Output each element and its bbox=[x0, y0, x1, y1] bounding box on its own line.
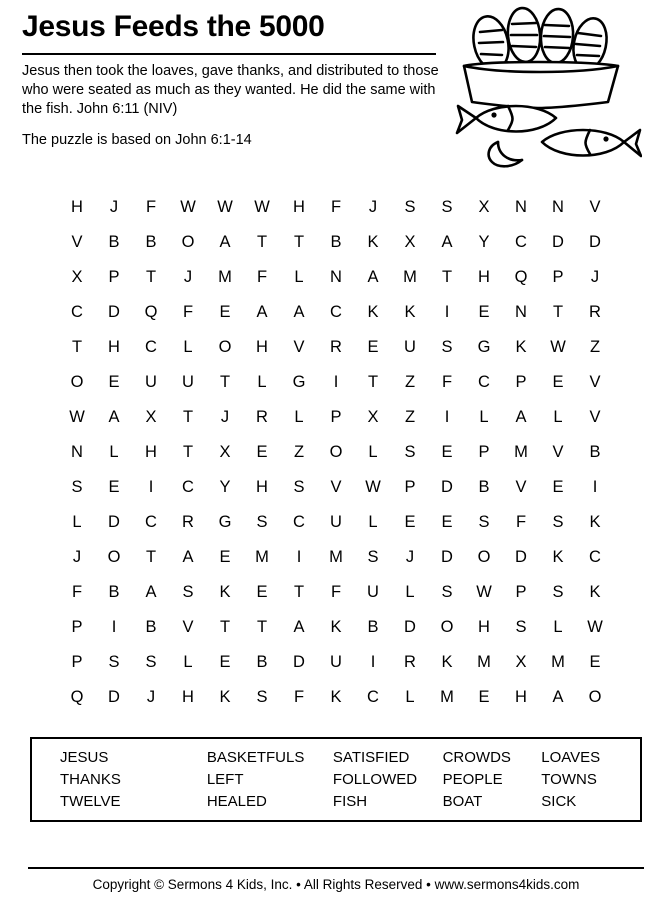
word-item[interactable]: PEOPLE bbox=[442, 770, 503, 788]
grid-cell[interactable]: S bbox=[367, 548, 379, 567]
grid-cell[interactable]: X bbox=[515, 653, 527, 672]
grid-cell[interactable]: K bbox=[367, 303, 379, 322]
grid-cell[interactable]: S bbox=[293, 478, 305, 497]
grid-cell[interactable]: N bbox=[552, 198, 564, 217]
grid-cell[interactable]: W bbox=[69, 408, 85, 427]
word-item[interactable]: TWELVE bbox=[60, 792, 121, 810]
grid-cell[interactable]: G bbox=[292, 373, 306, 392]
grid-cell[interactable]: E bbox=[256, 583, 268, 602]
grid-row bbox=[59, 505, 614, 540]
word-item[interactable]: SATISFIED bbox=[332, 749, 410, 767]
copyright-text: Copyright © Sermons 4 Kids, Inc. • All Rights Reserved • www.sermons4kids.com bbox=[92, 877, 580, 892]
grid-cell[interactable]: D bbox=[404, 618, 416, 637]
grid-cell[interactable]: E bbox=[478, 688, 490, 707]
grid-cell[interactable]: D bbox=[108, 303, 120, 322]
grid-cell[interactable]: S bbox=[552, 583, 564, 602]
grid-cell[interactable]: T bbox=[71, 338, 83, 357]
grid-cell[interactable]: F bbox=[71, 583, 83, 602]
grid-cell[interactable]: C bbox=[367, 688, 379, 707]
grid-cell[interactable]: D bbox=[589, 233, 601, 252]
grid-cell[interactable]: A bbox=[367, 268, 379, 287]
grid-cell[interactable]: H bbox=[108, 338, 120, 357]
grid-cell[interactable]: W bbox=[550, 338, 566, 357]
grid-cell[interactable]: B bbox=[256, 653, 268, 672]
grid-cell[interactable]: H bbox=[256, 478, 268, 497]
puzzle-basis: The puzzle is based on John 6:1-14 bbox=[22, 132, 252, 149]
grid-cell[interactable]: S bbox=[256, 513, 268, 532]
grid-cell[interactable]: Z bbox=[589, 338, 601, 357]
word-item[interactable]: SICK bbox=[541, 792, 577, 810]
word-item[interactable]: LOAVES bbox=[541, 749, 601, 767]
grid-cell[interactable]: A bbox=[515, 408, 527, 427]
word-item[interactable]: TOWNS bbox=[541, 770, 597, 788]
grid-cell[interactable]: T bbox=[293, 583, 305, 602]
grid-cell[interactable]: E bbox=[219, 303, 231, 322]
grid-cell[interactable]: O bbox=[329, 443, 343, 462]
grid-cell[interactable]: T bbox=[182, 408, 194, 427]
grid-cell[interactable]: V bbox=[552, 443, 564, 462]
word-item[interactable]: FISH bbox=[332, 792, 368, 810]
grid-cell[interactable]: S bbox=[256, 688, 268, 707]
grid-cell[interactable]: M bbox=[403, 268, 417, 287]
grid-cell[interactable]: C bbox=[478, 373, 490, 392]
grid-cell[interactable]: A bbox=[293, 303, 305, 322]
grid-cell[interactable]: A bbox=[219, 233, 231, 252]
grid-cell[interactable]: E bbox=[108, 373, 120, 392]
grid-cell[interactable]: Z bbox=[404, 408, 416, 427]
grid-cell[interactable]: X bbox=[367, 408, 379, 427]
grid-cell[interactable]: K bbox=[219, 688, 231, 707]
grid-cell[interactable]: S bbox=[441, 338, 453, 357]
grid-cell[interactable]: D bbox=[108, 688, 120, 707]
grid-cell[interactable]: P bbox=[108, 268, 120, 287]
grid-cell[interactable]: E bbox=[478, 303, 490, 322]
word-item[interactable]: FOLLOWED bbox=[332, 770, 418, 788]
grid-cell[interactable]: I bbox=[370, 653, 376, 672]
grid-cell[interactable]: J bbox=[590, 268, 600, 287]
grid-cell[interactable]: N bbox=[515, 303, 527, 322]
grid-cell[interactable]: L bbox=[294, 268, 304, 287]
grid-cell[interactable]: C bbox=[330, 303, 342, 322]
grid-cell[interactable]: J bbox=[183, 268, 193, 287]
grid-row bbox=[59, 610, 614, 645]
grid-cell[interactable]: E bbox=[256, 443, 268, 462]
grid-cell[interactable]: E bbox=[404, 513, 416, 532]
grid-cell[interactable]: L bbox=[553, 618, 563, 637]
grid-cell[interactable]: A bbox=[441, 233, 453, 252]
grid-cell[interactable]: C bbox=[145, 513, 157, 532]
loaves-and-fishes-icon bbox=[442, 2, 642, 187]
grid-cell[interactable]: S bbox=[145, 653, 157, 672]
word-list-box bbox=[30, 737, 642, 822]
grid-cell[interactable]: R bbox=[589, 303, 601, 322]
grid-cell[interactable]: H bbox=[478, 268, 490, 287]
grid-cell[interactable]: Z bbox=[293, 443, 305, 462]
grid-cell[interactable]: O bbox=[181, 233, 195, 252]
grid-cell[interactable]: M bbox=[514, 443, 528, 462]
grid-cell[interactable]: A bbox=[552, 688, 564, 707]
grid-cell[interactable]: N bbox=[71, 443, 83, 462]
grid-cell[interactable]: S bbox=[108, 653, 120, 672]
grid-cell[interactable]: B bbox=[145, 233, 157, 252]
word-item[interactable]: BOAT bbox=[442, 792, 483, 810]
word-list-table bbox=[32, 747, 640, 812]
grid-cell[interactable]: P bbox=[71, 653, 83, 672]
grid-cell[interactable]: O bbox=[477, 548, 491, 567]
grid-cell[interactable]: K bbox=[404, 303, 416, 322]
grid-cell[interactable]: W bbox=[365, 478, 381, 497]
grid-cell[interactable]: K bbox=[589, 583, 601, 602]
grid-cell[interactable]: I bbox=[296, 548, 302, 567]
grid-cell[interactable]: D bbox=[515, 548, 527, 567]
grid-cell[interactable]: T bbox=[367, 373, 379, 392]
grid-cell[interactable]: L bbox=[109, 443, 119, 462]
grid-row bbox=[59, 295, 614, 330]
grid-body bbox=[59, 190, 614, 715]
grid-cell[interactable]: S bbox=[441, 583, 453, 602]
grid-cell[interactable]: A bbox=[293, 618, 305, 637]
grid-cell[interactable]: C bbox=[515, 233, 527, 252]
grid-cell[interactable]: R bbox=[404, 653, 416, 672]
scripture-verse: Jesus then took the loaves, gave thanks, and distributed to those who were seated as much as they wanted. He did the same with the fish. John 6:11 (NIV) bbox=[22, 63, 439, 118]
grid-cell[interactable]: P bbox=[515, 373, 527, 392]
grid-cell[interactable]: O bbox=[588, 688, 602, 707]
grid-cell[interactable]: H bbox=[182, 688, 194, 707]
word-item[interactable]: THANKS bbox=[60, 770, 121, 788]
grid-cell[interactable]: T bbox=[145, 268, 157, 287]
grid-cell[interactable]: K bbox=[552, 548, 564, 567]
grid-cell[interactable]: K bbox=[330, 688, 342, 707]
grid-cell[interactable]: U bbox=[182, 373, 194, 392]
grid-cell[interactable]: L bbox=[368, 443, 378, 462]
grid-row bbox=[59, 575, 614, 610]
grid-cell[interactable]: J bbox=[72, 548, 82, 567]
grid-cell[interactable]: E bbox=[367, 338, 379, 357]
grid-cell[interactable]: R bbox=[256, 408, 268, 427]
grid-cell[interactable]: T bbox=[441, 268, 453, 287]
grid-cell[interactable]: X bbox=[71, 268, 83, 287]
grid-cell[interactable]: U bbox=[330, 653, 342, 672]
grid-row bbox=[59, 400, 614, 435]
grid-cell[interactable]: C bbox=[589, 548, 601, 567]
word-list-body bbox=[32, 747, 640, 812]
grid-cell[interactable]: T bbox=[145, 548, 157, 567]
grid-cell[interactable]: P bbox=[71, 618, 83, 637]
grid-cell[interactable]: F bbox=[330, 583, 342, 602]
grid-cell[interactable]: F bbox=[182, 303, 194, 322]
grid-cell[interactable]: B bbox=[145, 618, 157, 637]
grid-cell[interactable]: Q bbox=[70, 688, 84, 707]
grid-cell[interactable]: M bbox=[477, 653, 491, 672]
grid-cell[interactable]: A bbox=[182, 548, 194, 567]
grid-cell[interactable]: V bbox=[182, 618, 194, 637]
grid-cell[interactable]: J bbox=[109, 198, 119, 217]
grid-cell[interactable]: H bbox=[293, 198, 305, 217]
grid-cell[interactable]: B bbox=[108, 583, 120, 602]
grid-cell[interactable]: U bbox=[404, 338, 416, 357]
grid-cell[interactable]: F bbox=[515, 513, 527, 532]
grid-cell[interactable]: M bbox=[218, 268, 232, 287]
grid-cell[interactable]: L bbox=[405, 583, 415, 602]
grid-cell[interactable]: U bbox=[145, 373, 157, 392]
grid-cell[interactable]: O bbox=[70, 373, 84, 392]
grid-cell[interactable]: Q bbox=[144, 303, 158, 322]
grid-cell[interactable]: C bbox=[182, 478, 194, 497]
grid-cell[interactable]: I bbox=[444, 408, 450, 427]
grid-cell[interactable]: S bbox=[552, 513, 564, 532]
grid-row bbox=[59, 225, 614, 260]
grid-cell[interactable]: E bbox=[219, 653, 231, 672]
footer-divider bbox=[28, 867, 644, 869]
grid-cell[interactable]: T bbox=[219, 373, 231, 392]
grid-cell[interactable]: K bbox=[330, 618, 342, 637]
grid-cell[interactable]: L bbox=[405, 688, 415, 707]
grid-cell[interactable]: U bbox=[330, 513, 342, 532]
grid-cell[interactable]: P bbox=[515, 583, 527, 602]
word-item[interactable]: HEALED bbox=[206, 792, 267, 810]
grid-cell[interactable]: D bbox=[293, 653, 305, 672]
grid-cell[interactable]: M bbox=[440, 688, 454, 707]
grid-cell[interactable]: S bbox=[404, 198, 416, 217]
grid-cell[interactable]: F bbox=[256, 268, 268, 287]
grid-cell[interactable]: U bbox=[367, 583, 379, 602]
grid-cell[interactable]: V bbox=[293, 338, 305, 357]
grid-cell[interactable]: N bbox=[330, 268, 342, 287]
grid-cell[interactable]: D bbox=[108, 513, 120, 532]
grid-cell[interactable]: A bbox=[145, 583, 157, 602]
grid-cell[interactable]: Y bbox=[478, 233, 490, 252]
grid-cell[interactable]: I bbox=[111, 618, 117, 637]
grid-cell[interactable]: K bbox=[219, 583, 231, 602]
grid-cell[interactable]: H bbox=[71, 198, 83, 217]
grid-cell[interactable]: V bbox=[515, 478, 527, 497]
grid-cell[interactable]: H bbox=[256, 338, 268, 357]
grid-cell[interactable]: S bbox=[441, 198, 453, 217]
grid-cell[interactable]: P bbox=[552, 268, 564, 287]
grid-cell[interactable]: I bbox=[444, 303, 450, 322]
grid-cell[interactable]: W bbox=[254, 198, 270, 217]
grid-cell[interactable]: P bbox=[478, 443, 490, 462]
grid-cell[interactable]: N bbox=[515, 198, 527, 217]
grid-cell[interactable]: F bbox=[145, 198, 157, 217]
word-item[interactable]: CROWDS bbox=[442, 749, 511, 767]
grid-cell[interactable]: B bbox=[108, 233, 120, 252]
grid-cell[interactable]: L bbox=[479, 408, 489, 427]
word-list-row bbox=[32, 791, 640, 813]
grid-cell[interactable]: O bbox=[218, 338, 232, 357]
grid-cell[interactable]: W bbox=[587, 618, 603, 637]
grid-cell[interactable]: P bbox=[330, 408, 342, 427]
grid-cell[interactable]: E bbox=[219, 548, 231, 567]
grid-cell[interactable]: V bbox=[589, 373, 601, 392]
grid-cell[interactable]: B bbox=[330, 233, 342, 252]
grid-cell[interactable]: X bbox=[145, 408, 157, 427]
grid-cell[interactable]: D bbox=[441, 548, 453, 567]
grid-cell[interactable]: E bbox=[589, 653, 601, 672]
grid-cell[interactable]: F bbox=[441, 373, 453, 392]
grid-cell[interactable]: Z bbox=[404, 373, 416, 392]
grid-cell[interactable]: B bbox=[589, 443, 601, 462]
grid-cell[interactable]: I bbox=[592, 478, 598, 497]
grid-cell[interactable]: S bbox=[404, 443, 416, 462]
grid-cell[interactable]: J bbox=[146, 688, 156, 707]
grid-cell[interactable]: L bbox=[294, 408, 304, 427]
grid-cell[interactable]: Q bbox=[514, 268, 528, 287]
grid-cell[interactable]: S bbox=[71, 478, 83, 497]
grid-cell[interactable]: S bbox=[478, 513, 490, 532]
grid-cell[interactable]: I bbox=[148, 478, 154, 497]
grid-cell[interactable]: M bbox=[551, 653, 565, 672]
word-list-row bbox=[32, 747, 640, 769]
grid-cell[interactable]: H bbox=[145, 443, 157, 462]
grid-cell[interactable]: B bbox=[478, 478, 490, 497]
grid-cell[interactable]: X bbox=[404, 233, 416, 252]
word-item[interactable]: JESUS bbox=[60, 749, 109, 767]
grid-row bbox=[59, 680, 614, 715]
grid-cell[interactable]: V bbox=[589, 408, 601, 427]
grid-cell[interactable]: G bbox=[218, 513, 232, 532]
grid-cell[interactable]: M bbox=[329, 548, 343, 567]
grid-cell[interactable]: V bbox=[71, 233, 83, 252]
grid-cell[interactable]: O bbox=[107, 548, 121, 567]
grid-cell[interactable]: S bbox=[182, 583, 194, 602]
grid-cell[interactable]: M bbox=[255, 548, 269, 567]
grid-cell[interactable]: J bbox=[405, 548, 415, 567]
grid-cell[interactable]: T bbox=[256, 618, 268, 637]
page-footer bbox=[22, 867, 650, 892]
grid-cell[interactable]: T bbox=[256, 233, 268, 252]
word-search-grid bbox=[59, 190, 614, 715]
grid-cell[interactable]: W bbox=[217, 198, 233, 217]
grid-cell[interactable]: K bbox=[367, 233, 379, 252]
grid-cell[interactable]: C bbox=[145, 338, 157, 357]
grid-cell[interactable]: A bbox=[108, 408, 120, 427]
grid-cell[interactable]: J bbox=[220, 408, 230, 427]
grid-cell[interactable]: L bbox=[72, 513, 82, 532]
page-header bbox=[22, 0, 650, 150]
grid-cell[interactable]: A bbox=[256, 303, 268, 322]
grid-cell[interactable]: V bbox=[330, 478, 342, 497]
grid-cell[interactable]: J bbox=[368, 198, 378, 217]
grid-row bbox=[59, 470, 614, 505]
word-item[interactable]: BASKETFULS bbox=[206, 749, 305, 767]
grid-row bbox=[59, 260, 614, 295]
grid-cell[interactable]: E bbox=[552, 373, 564, 392]
page-title: Jesus Feeds the 5000 bbox=[22, 10, 325, 43]
grid-cell[interactable]: Y bbox=[219, 478, 231, 497]
grid-cell[interactable]: T bbox=[182, 443, 194, 462]
grid-cell[interactable]: R bbox=[330, 338, 342, 357]
grid-cell[interactable]: L bbox=[183, 653, 193, 672]
grid-cell[interactable]: L bbox=[257, 373, 267, 392]
grid-cell[interactable]: E bbox=[552, 478, 564, 497]
grid-row bbox=[59, 540, 614, 575]
grid-cell[interactable]: W bbox=[180, 198, 196, 217]
grid-cell[interactable]: B bbox=[367, 618, 379, 637]
grid-cell[interactable]: E bbox=[441, 513, 453, 532]
grid-cell[interactable]: X bbox=[219, 443, 231, 462]
grid-cell[interactable]: X bbox=[478, 198, 490, 217]
grid-row bbox=[59, 365, 614, 400]
grid-cell[interactable]: K bbox=[515, 338, 527, 357]
grid-cell[interactable]: K bbox=[589, 513, 601, 532]
grid-cell[interactable]: P bbox=[404, 478, 416, 497]
grid-row bbox=[59, 435, 614, 470]
grid-cell[interactable]: O bbox=[440, 618, 454, 637]
grid-row bbox=[59, 190, 614, 225]
grid-cell[interactable]: W bbox=[476, 583, 492, 602]
grid-row bbox=[59, 645, 614, 680]
grid-cell[interactable]: H bbox=[478, 618, 490, 637]
word-item[interactable]: LEFT bbox=[206, 770, 244, 788]
grid-cell[interactable]: K bbox=[441, 653, 453, 672]
grid-cell[interactable]: T bbox=[293, 233, 305, 252]
title-divider bbox=[22, 53, 436, 55]
grid-cell[interactable]: V bbox=[589, 198, 601, 217]
word-search-grid-container bbox=[22, 190, 650, 715]
grid-cell[interactable]: G bbox=[477, 338, 491, 357]
word-list-row bbox=[32, 769, 640, 791]
grid-cell[interactable]: T bbox=[552, 303, 564, 322]
grid-cell[interactable]: R bbox=[182, 513, 194, 532]
grid-cell[interactable]: C bbox=[71, 303, 83, 322]
grid-row bbox=[59, 330, 614, 365]
grid-cell[interactable]: D bbox=[441, 478, 453, 497]
grid-cell[interactable]: H bbox=[515, 688, 527, 707]
grid-cell[interactable]: S bbox=[515, 618, 527, 637]
grid-cell[interactable]: L bbox=[183, 338, 193, 357]
grid-cell[interactable]: E bbox=[441, 443, 453, 462]
grid-cell[interactable]: L bbox=[553, 408, 563, 427]
grid-cell[interactable]: E bbox=[108, 478, 120, 497]
grid-cell[interactable]: T bbox=[219, 618, 231, 637]
grid-cell[interactable]: L bbox=[368, 513, 378, 532]
grid-cell[interactable]: F bbox=[330, 198, 342, 217]
grid-cell[interactable]: D bbox=[552, 233, 564, 252]
grid-cell[interactable]: C bbox=[293, 513, 305, 532]
grid-cell[interactable]: F bbox=[293, 688, 305, 707]
grid-cell[interactable]: I bbox=[333, 373, 339, 392]
